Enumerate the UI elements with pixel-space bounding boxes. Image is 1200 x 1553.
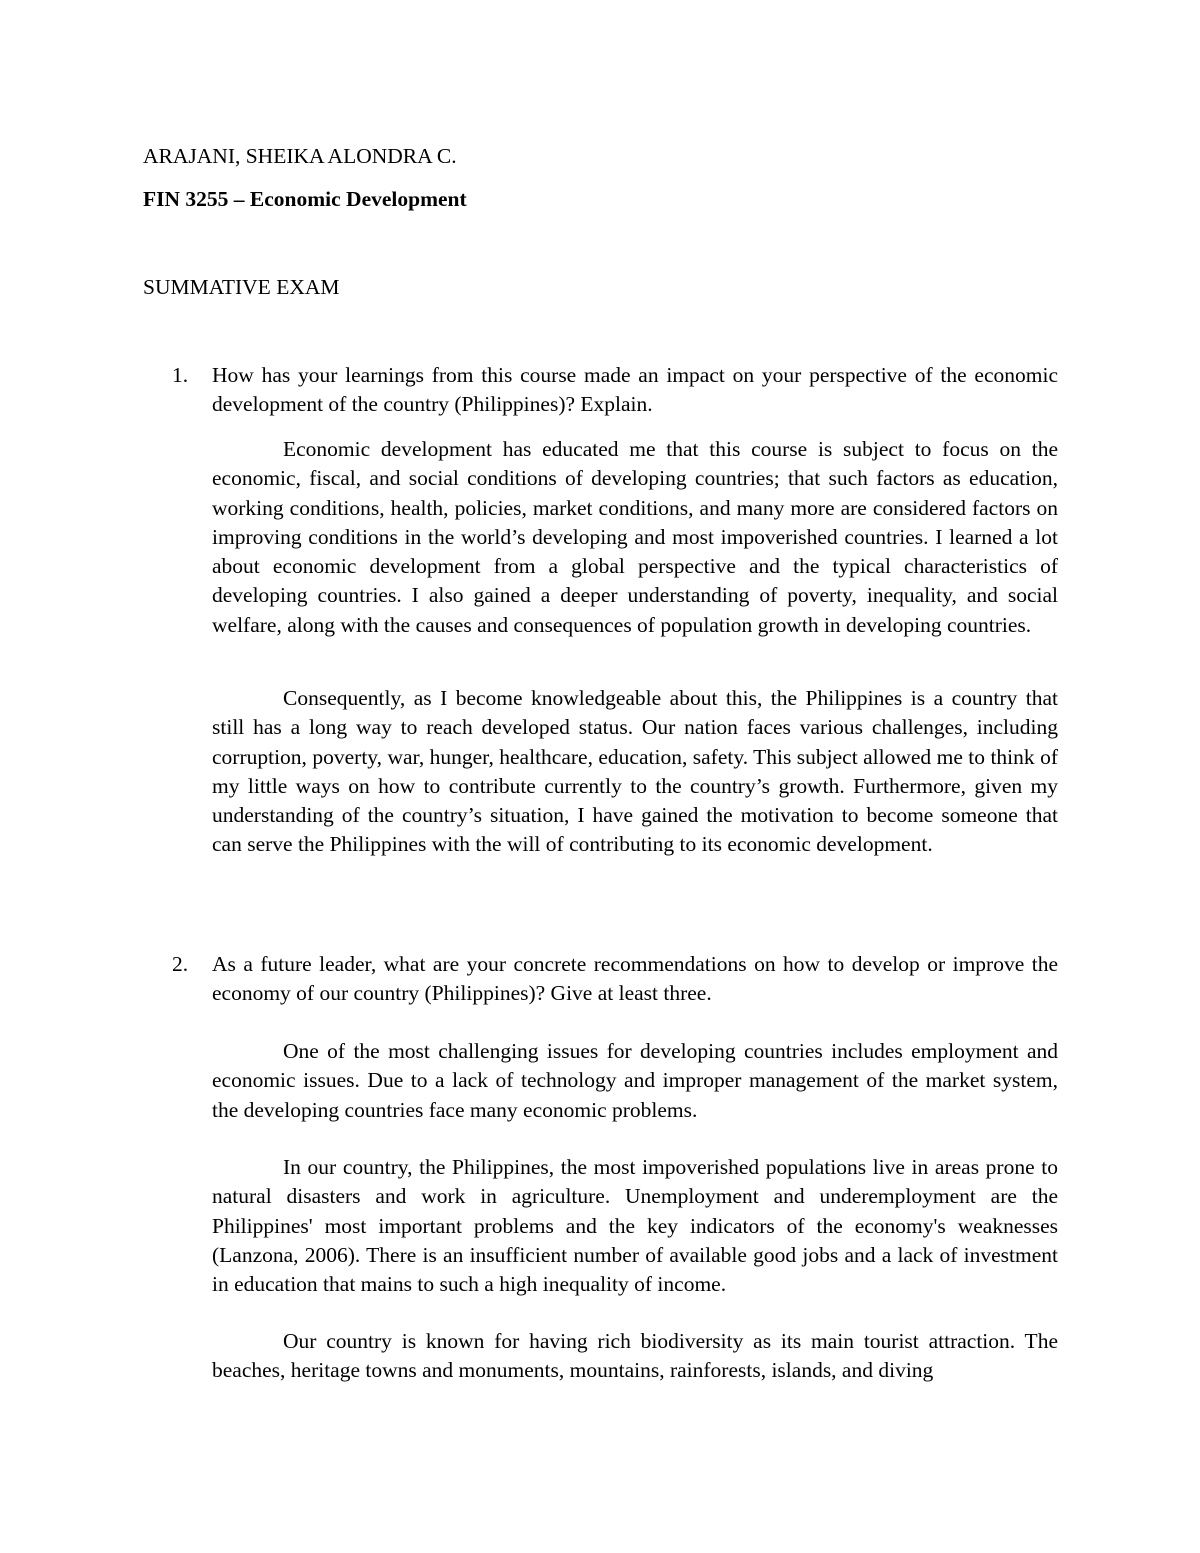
question-1-number: 1. [172,363,189,387]
question-1-answer-paragraph-2: Consequently, as I become knowledgeable about this, the Philippines is a country that still has a long way to reach developed status. Our nation faces various challenges, including corruption, poverty, war, hunger, healthcare, education, safety. This subject allowed me to think of my little ways on how to contribute currently to the country’s growth. Furthermore, given my understanding of the country’s situation, I have gained the motivation to become someone that can serve the Philippines with the will of contributing to its economic development. [212,686,1058,857]
question-1-text: How has your learnings from this course made an impact on your perspective of the economic development of the country (Philippines)? Explain. [212,363,1058,417]
course-title: FIN 3255 – Economic Development [143,187,467,211]
exam-title: SUMMATIVE EXAM [143,275,340,299]
question-2-answer-paragraph-3: Our country is known for having rich biodiversity as its main tourist attraction. The beaches, heritage towns and monuments, mountains, rainforests, islands, and diving [212,1329,1058,1383]
question-2-number: 2. [172,952,189,976]
question-2-answer-paragraph-1: One of the most challenging issues for developing countries includes employment and economic issues. Due to a lack of technology and improper management of the market system, the developing countries face many economic problems. [212,1039,1058,1122]
question-2-answer-paragraph-2: In our country, the Philippines, the most impoverished populations live in areas prone to natural disasters and work in agriculture. Unemployment and underemployment are the Philippines' most important problems and the key indicators of the economy's weaknesses (Lanzona, 2006). There is an insufficient number of available good jobs and a lack of investment in education that mains to such a high inequality of income. [212,1155,1058,1297]
question-1-answer-paragraph-1: Economic development has educated me that this course is subject to focus on the economic, fiscal, and social conditions of developing countries; that such factors as education, working conditions, health, policies, market conditions, and many more are considered factors on improving conditions in the world’s developing and most impoverished countries. I learned a lot about economic development from a global perspective and the typical characteristics of developing countries. I also gained a deeper understanding of poverty, inequality, and social welfare, along with the causes and consequences of population growth in developing countries. [212,437,1058,637]
question-2-text: As a future leader, what are your concrete recommendations on how to develop or improve the economy of our country (Philippines)? Give at least three. [212,952,1058,1006]
student-name: ARAJANI, SHEIKA ALONDRA C. [143,144,457,168]
